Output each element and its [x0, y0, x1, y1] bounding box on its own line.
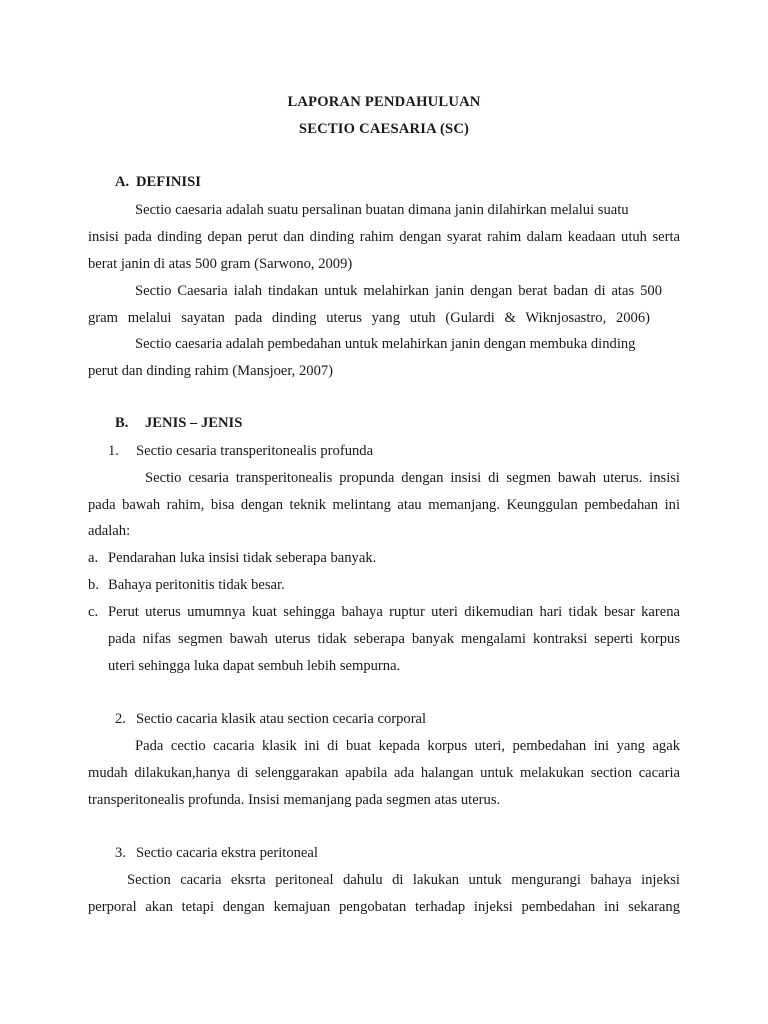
list-item-c-line-1: Perut uterus umumnya kuat sehingga bahaya ruptur uteri dikemudian hari tidak besar karena	[108, 604, 680, 620]
definition-p2-line-1: Sectio Caesaria ialah tindakan untuk melahirkan janin dengan berat badan di atas 500	[135, 283, 662, 299]
section-b-heading: JENIS – JENIS	[145, 415, 243, 431]
item-3-para-line-2: perporal akan tetapi dengan kemajuan pengobatan terhadap injeksi pembedahan ini sekarang	[88, 899, 680, 915]
list-item-b-marker: b.	[88, 577, 99, 593]
document-title-line-1: LAPORAN PENDAHULUAN	[287, 94, 481, 110]
definition-p1-line-1: Sectio caesaria adalah suatu persalinan buatan dimana janin dilahirkan melalui suatu	[135, 202, 629, 218]
item-3-number: 3.	[115, 845, 126, 861]
definition-p3-line-2: perut dan dinding rahim (Mansjoer, 2007)	[88, 363, 334, 379]
section-a-heading: DEFINISI	[136, 174, 201, 190]
list-item-c-marker: c.	[88, 604, 99, 620]
item-1-title: Sectio cesaria transperitonealis profunda	[136, 443, 374, 459]
section-b-marker: B.	[115, 415, 129, 431]
list-item-a-text: Pendarahan luka insisi tidak seberapa banyak.	[108, 550, 377, 566]
list-item-b-text: Bahaya peritonitis tidak besar.	[108, 577, 285, 593]
list-item-c-line-2: pada nifas segmen bawah uterus tidak seberapa banyak mengalami kontraksi seperti korpus	[108, 631, 680, 647]
document-title-line-2: SECTIO CAESARIA (SC)	[298, 121, 470, 137]
item-1-number: 1.	[108, 443, 119, 459]
item-3-para-line-1: Section cacaria eksrta peritoneal dahulu di lakukan untuk mengurangi bahaya injeksi	[127, 872, 680, 888]
item-2-para-line-3: transperitonealis profunda. Insisi memanjang pada segmen atas uterus.	[88, 792, 501, 808]
item-3-title: Sectio cacaria ekstra peritoneal	[136, 845, 318, 861]
list-item-c-line-3: uteri sehingga luka dapat sembuh lebih sempurna.	[108, 658, 401, 674]
item-1-para-line-1: Sectio cesaria transperitonealis propunda dengan insisi di segmen bawah uterus. insisi	[145, 470, 680, 486]
item-2-para-line-1: Pada cectio cacaria klasik ini di buat kepada korpus uteri, pembedahan ini yang agak	[135, 738, 680, 754]
item-2-number: 2.	[115, 711, 126, 727]
section-a-marker: A.	[115, 174, 130, 190]
definition-p2-line-2: gram melalui sayatan pada dinding uterus yang utuh (Gulardi & Wiknjosastro, 2006)	[88, 310, 650, 326]
item-2-para-line-2: mudah dilakukan,hanya di selenggarakan apabila ada halangan untuk melakukan section cacaria	[88, 765, 680, 781]
item-1-para-line-3: adalah:	[88, 523, 131, 539]
list-item-a-marker: a.	[88, 550, 99, 566]
item-2-title: Sectio cacaria klasik atau section cecaria corporal	[136, 711, 427, 727]
definition-p1-line-2: insisi pada dinding depan perut dan dinding rahim dengan syarat rahim dalam keadaan utuh serta	[88, 229, 680, 245]
item-1-para-line-2: pada bawah rahim, bisa dengan teknik melintang atau memanjang. Keunggulan pembedahan ini	[88, 497, 680, 513]
definition-p3-line-1: Sectio caesaria adalah pembedahan untuk melahirkan janin dengan membuka dinding	[135, 336, 636, 352]
definition-p1-line-3: berat janin di atas 500 gram (Sarwono, 2009)	[88, 256, 353, 272]
